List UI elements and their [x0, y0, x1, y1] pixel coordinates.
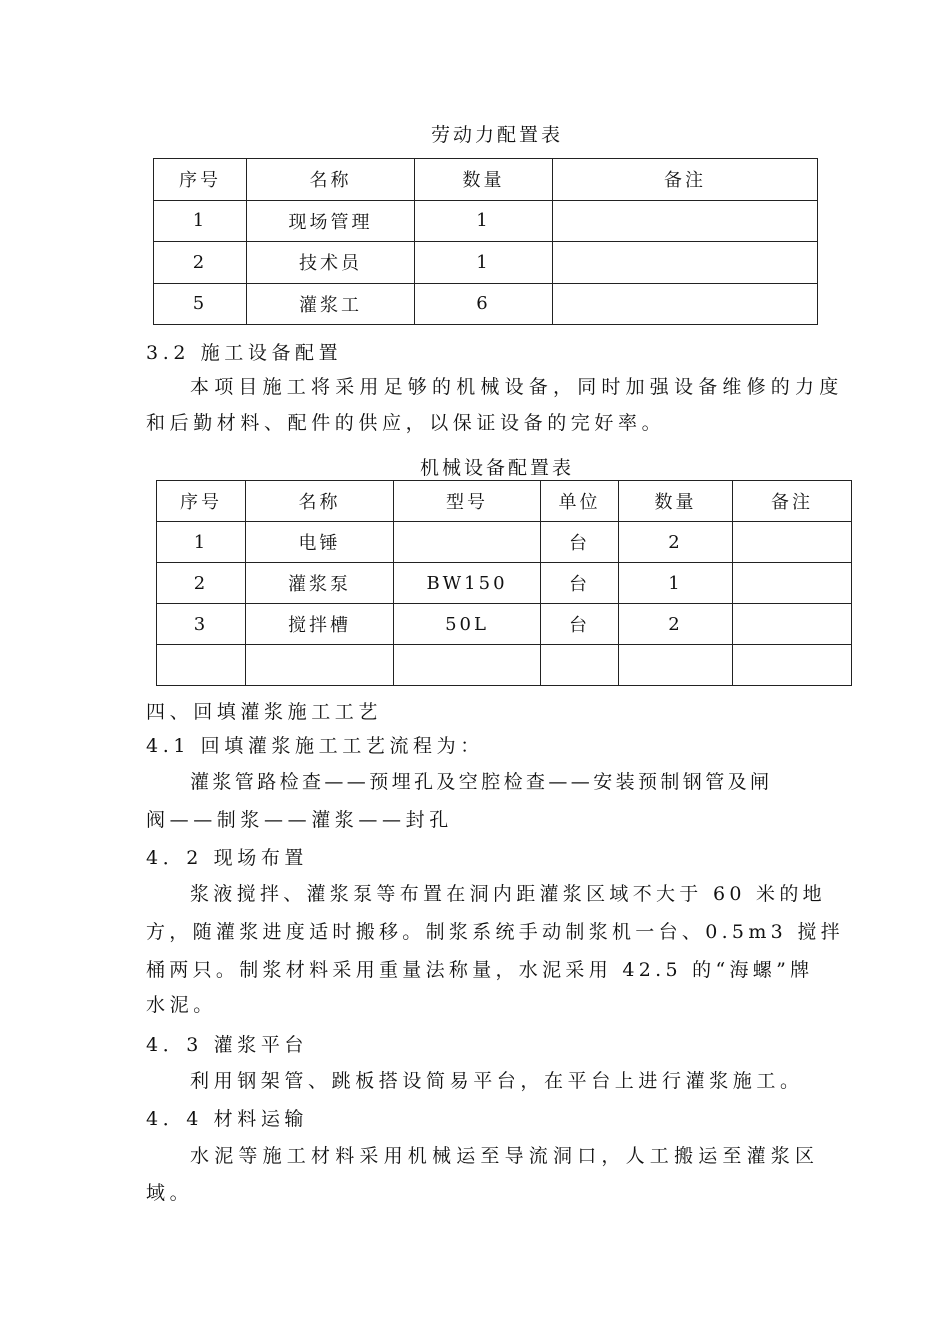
table-row [157, 645, 852, 686]
table-cell [733, 563, 852, 604]
table-header-row [154, 159, 818, 201]
header-cell: 单位 [541, 481, 619, 522]
paragraph-line: 和后勤材料、配件的供应，以保证设备的完好率。 [146, 412, 666, 434]
paragraph-line: 水泥等施工材料采用机械运至导流洞口，人工搬运至灌浆区 [190, 1145, 820, 1167]
table-header-row [157, 481, 852, 522]
header-cell: 名称 [246, 481, 394, 522]
paragraph-line: 域。 [146, 1182, 194, 1204]
subsection-heading: 4.1 回填灌浆施工工艺流程为： [146, 735, 484, 757]
table-cell: 技术员 [247, 242, 415, 284]
subsection-heading: 4．3 灌浆平台 [146, 1034, 309, 1056]
table-cell [553, 242, 818, 284]
table-cell [733, 645, 852, 686]
table-cell: 台 [541, 563, 619, 604]
section-heading: 四、回填灌浆施工工艺 [146, 701, 383, 723]
table-row [157, 563, 852, 604]
labor-table [153, 158, 818, 325]
table-cell [541, 645, 619, 686]
table-cell: 1 [157, 522, 246, 563]
table-cell: 3 [157, 604, 246, 645]
table-cell [553, 200, 818, 242]
header-cell: 备注 [733, 481, 852, 522]
table-cell: 2 [154, 242, 247, 284]
table-cell: 灌浆工 [247, 283, 415, 325]
table-cell: 现场管理 [247, 200, 415, 242]
table-row [157, 604, 852, 645]
table-row [154, 200, 818, 242]
table-cell: 1 [415, 200, 553, 242]
paragraph-line: 桶两只。制浆材料采用重量法称量，水泥采用 42.5 的“海螺”牌 [146, 959, 814, 981]
table-cell [619, 645, 733, 686]
table-cell: 搅拌槽 [246, 604, 394, 645]
table-cell: 台 [541, 604, 619, 645]
table-row [154, 283, 818, 325]
table-row [154, 242, 818, 284]
labor-table-title: 劳动力配置表 [430, 124, 563, 146]
table-cell: 2 [157, 563, 246, 604]
table-cell: 50L [394, 604, 541, 645]
paragraph-line: 阀——制浆——灌浆——封孔 [146, 809, 453, 831]
paragraph-line: 浆液搅拌、灌浆泵等布置在洞内距灌浆区域不大于 60 米的地 [190, 883, 826, 905]
paragraph-line: 水泥。 [146, 994, 217, 1016]
header-cell: 数量 [619, 481, 733, 522]
section-heading: 3.2 施工设备配置 [146, 342, 343, 364]
table-cell: BW150 [394, 563, 541, 604]
table-cell: 电锤 [246, 522, 394, 563]
table-cell: 1 [415, 242, 553, 284]
table-cell [394, 522, 541, 563]
subsection-heading: 4．4 材料运输 [146, 1108, 309, 1130]
subsection-heading: 4．2 现场布置 [146, 847, 309, 869]
table-cell: 台 [541, 522, 619, 563]
paragraph-line: 方，随灌浆进度适时搬移。制浆系统手动制浆机一台、0.5m3 搅拌 [146, 921, 844, 943]
table-cell: 1 [154, 200, 247, 242]
header-cell: 型号 [394, 481, 541, 522]
paragraph-line: 本项目施工将采用足够的机械设备，同时加强设备维修的力度 [190, 376, 844, 398]
header-cell: 备注 [553, 159, 818, 201]
table-cell [394, 645, 541, 686]
header-cell: 序号 [154, 159, 247, 201]
header-cell: 名称 [247, 159, 415, 201]
table-cell [733, 604, 852, 645]
table-cell: 2 [619, 604, 733, 645]
table-row [157, 522, 852, 563]
table-cell: 2 [619, 522, 733, 563]
table-cell [553, 283, 818, 325]
table-cell: 5 [154, 283, 247, 325]
equipment-table-title: 机械设备配置表 [419, 457, 574, 479]
paragraph-line: 利用钢架管、跳板搭设简易平台，在平台上进行灌浆施工。 [190, 1070, 804, 1092]
equipment-table [156, 480, 852, 686]
table-cell [246, 645, 394, 686]
header-cell: 数量 [415, 159, 553, 201]
header-cell: 序号 [157, 481, 246, 522]
table-cell: 灌浆泵 [246, 563, 394, 604]
paragraph-line: 灌浆管路检查——预埋孔及空腔检查——安装预制钢管及闸 [190, 771, 773, 793]
table-cell: 1 [619, 563, 733, 604]
table-cell: 6 [415, 283, 553, 325]
table-cell [733, 522, 852, 563]
table-cell [157, 645, 246, 686]
